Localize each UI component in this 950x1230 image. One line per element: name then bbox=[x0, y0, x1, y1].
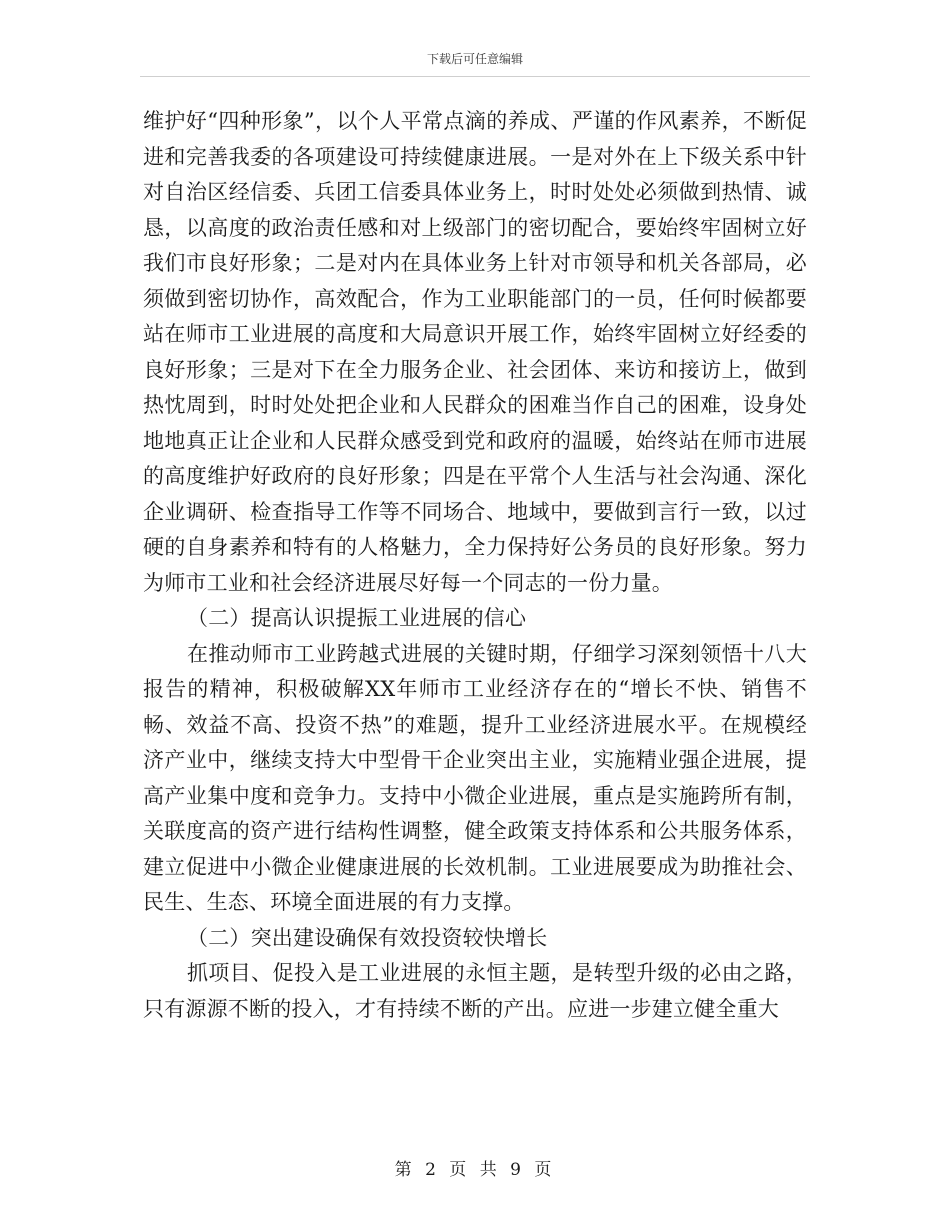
page-number: 第 2 页 共 9 页 bbox=[394, 1160, 556, 1180]
page-header-note: 下载后可任意编辑 bbox=[426, 52, 523, 66]
section-heading-investment: （二）突出建设确保有效投资较快增长 bbox=[187, 925, 548, 950]
section-heading-confidence: （二）提高认识提振工业进展的信心 bbox=[187, 606, 527, 630]
header-divider bbox=[140, 76, 810, 77]
paragraph-projects-investment: 抓项目、促投入是工业进展的永恒主题，是转型升级的必由之路，只有源源不断的投入，才有持续不断的产出。应进一步建立健全重大 bbox=[143, 961, 807, 1021]
paragraph-four-images: 维护好“四种形象”，以个人平常点滴的养成、严谨的作风素养，不断促进和完善我委的各项建设可持续健康进展。一是对外在上下级关系中针对自治区经信委、兵团工信委具体业务上，时时处处必须做到热情、诚恳，以高度的政治责任感和对上级部门的密切配合，要始终牢固树立好我们市良好形象；二是对内在具体业务上针对市领导和机关各部局，必须做到密切协作，高效配合，作为工业职能部门的一员，任何时候都要站在师市工业进展的高度和大局意识开展工作，始终牢固树立好经委的良好形象；三是对下在全力服务企业、社会团体、来访和接访上，做到热忱周到，时时处处把企业和人民群众的困难当作自己的困难，设身处地地真正让企业和人民群众感受到党和政府的温暖，始终站在师市进展的高度维护好政府的良好形象；四是在平常个人生活与社会沟通、深化企业调研、检查指导工作等不同场合、地域中，要做到言行一致，以过硬的自身素养和特有的人格魅力，全力保持好公务员的良好形象。努力为师市工业和社会经济进展尽好每一个同志的一份力量。 bbox=[143, 109, 807, 595]
paragraph-industrial-development: 在推动师市工业跨越式进展的关键时期，仔细学习深刻领悟十八大报告的精神，积极破解XX年师市工业经济存在的“增长不快、销售不畅、效益不高、投资不热”的难题，提升工业经济进展水平。在规模经济产业中，继续支持大中型骨干企业突出主业，实施精业强企进展，提高产业集中度和竞争力。支持中小微企业进展，重点是实施跨所有制，关联度高的资产进行结构性调整，健全政策支持体系和公共服务体系，建立促进中小微企业健康进展的长效机制。工业进展要成为助推社会、民生、生态、环境全面进展的有力支撑。 bbox=[143, 641, 807, 914]
document-body bbox=[143, 104, 807, 1027]
